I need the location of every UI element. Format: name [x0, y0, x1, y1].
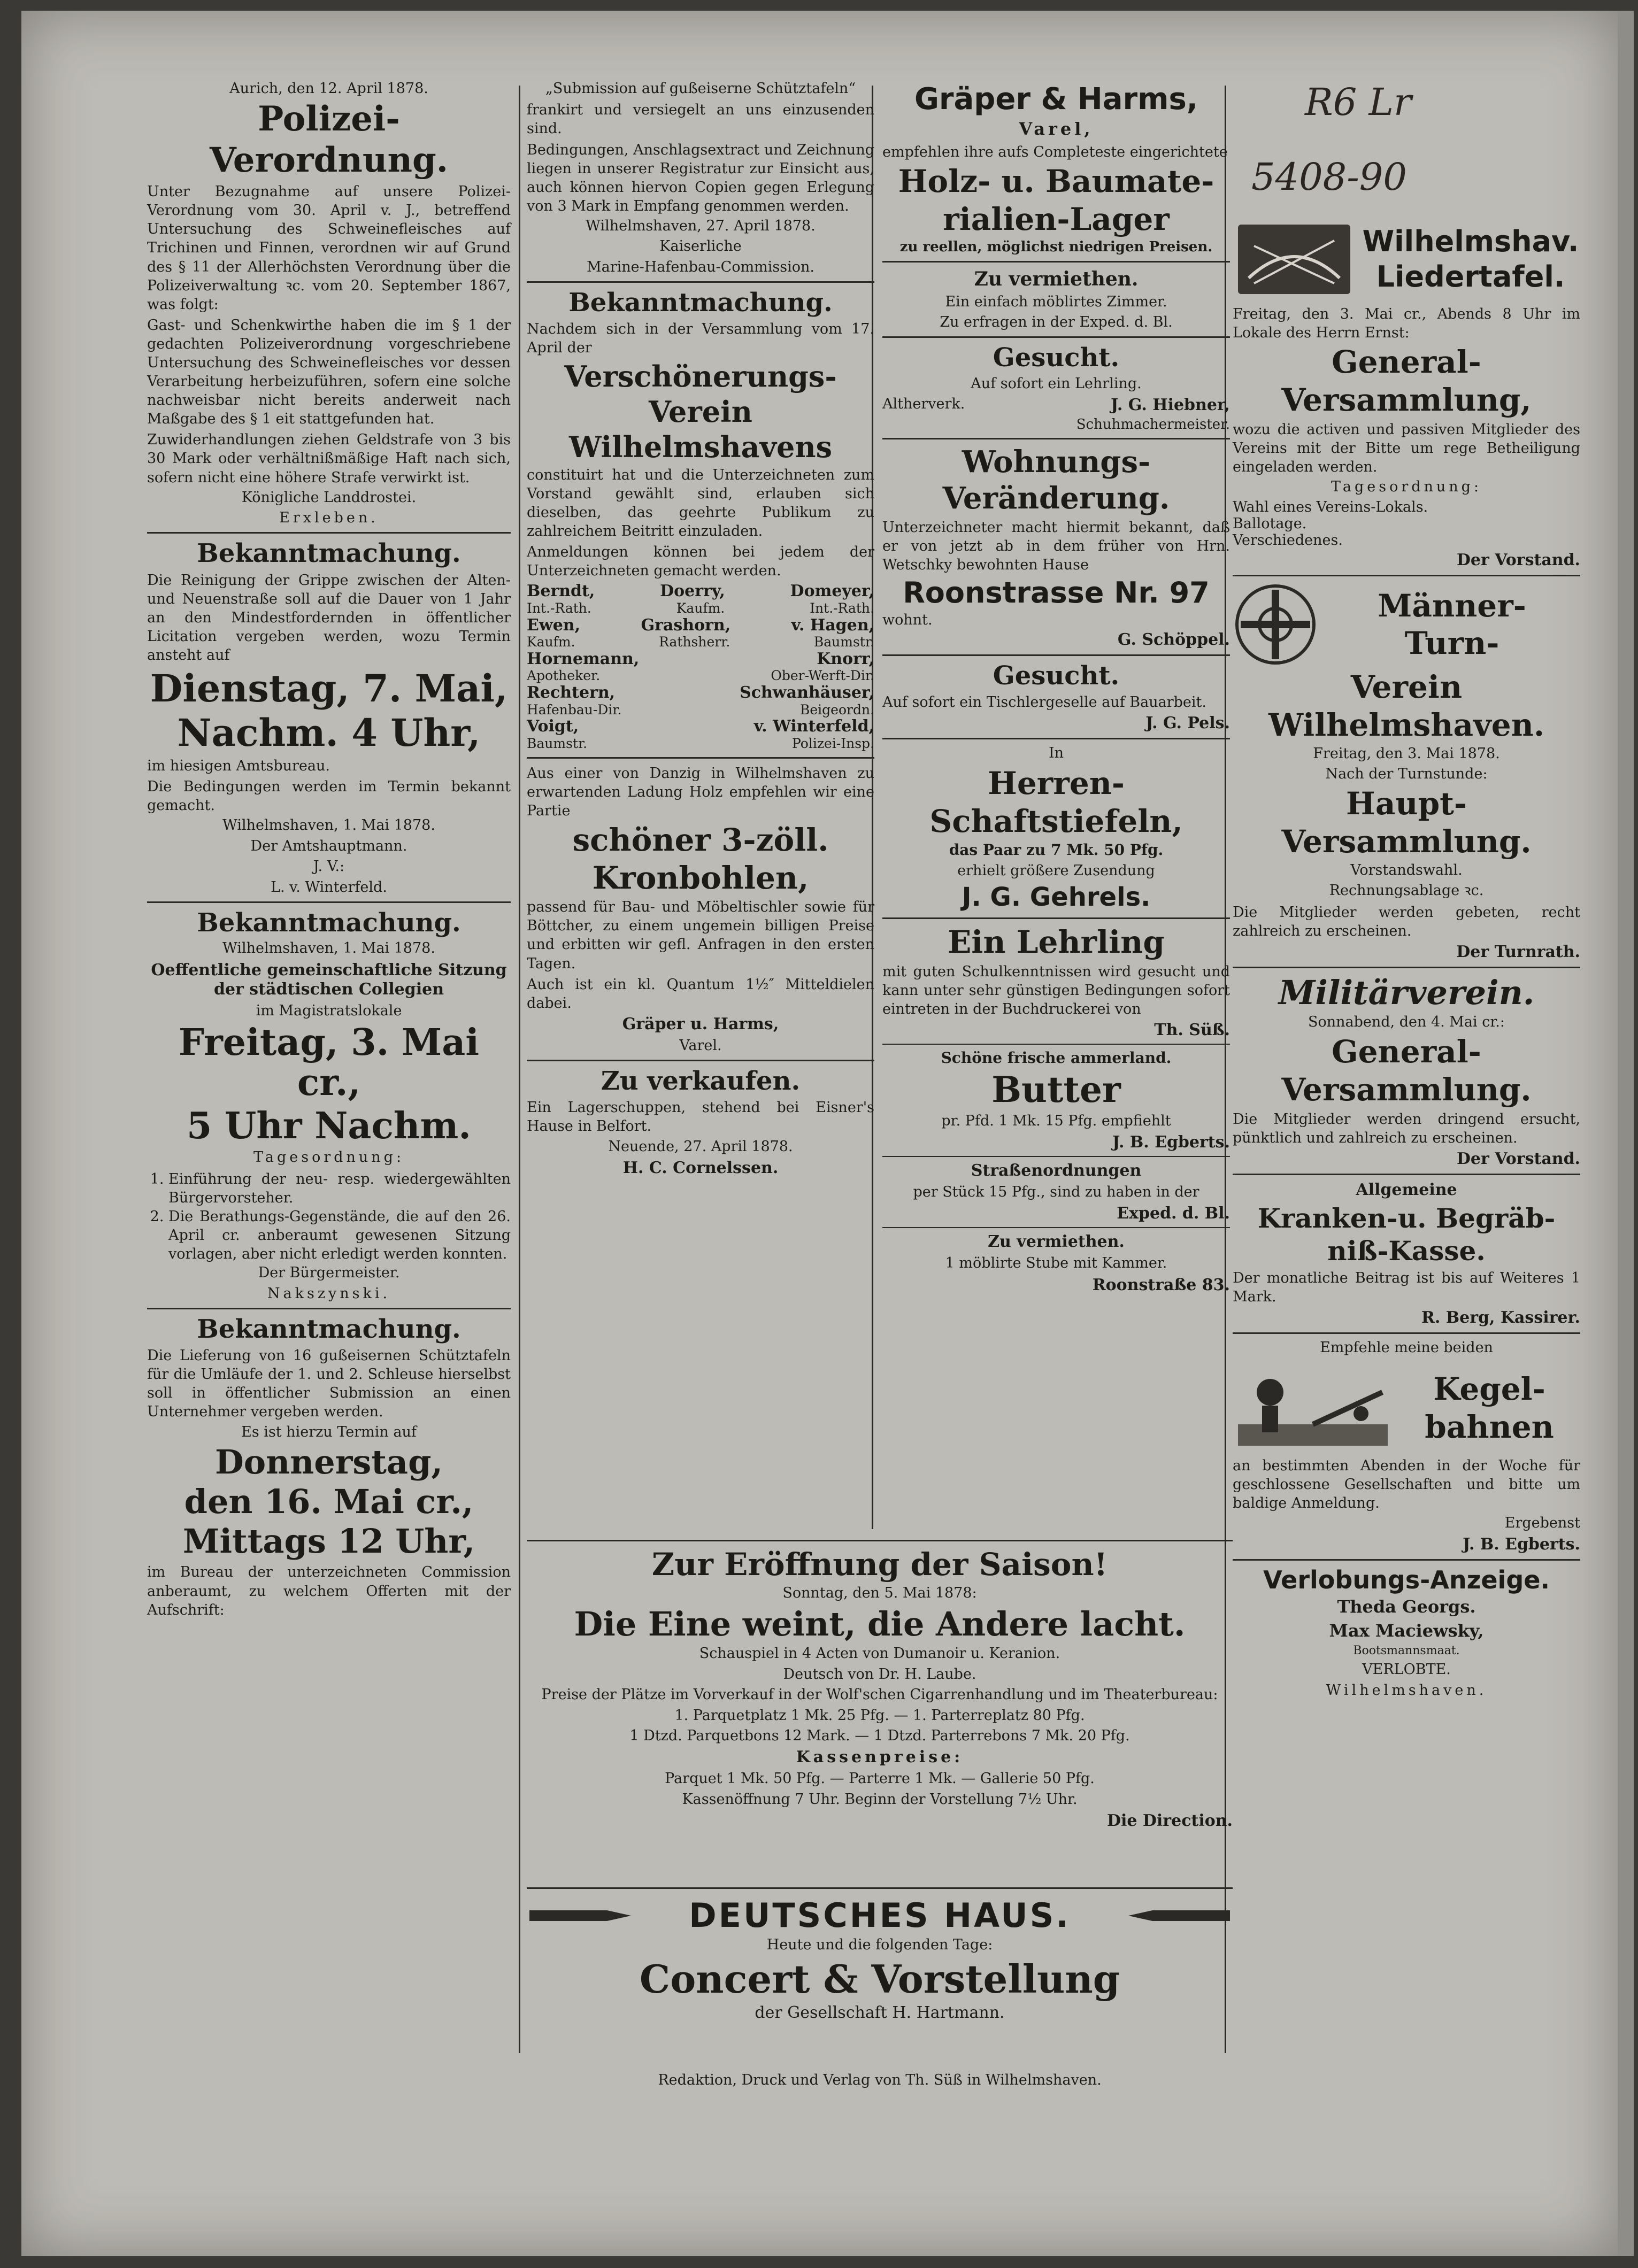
body-text: Die Bedingungen werden im Termin bekannt gemacht.: [147, 778, 511, 814]
bowling-illustration-icon: [1233, 1360, 1393, 1456]
body-text: erhielt größere Zusendung: [957, 862, 1155, 879]
agenda-item: Wahl eines Vereins-Lokals.: [1233, 499, 1428, 516]
body-text: Auch ist ein kl. Quantum 1½″ Mitteldielen dabei.: [527, 976, 874, 1012]
dateline: Wilhelmshaven, 27. April 1878.: [586, 217, 816, 234]
submission-notice: [527, 80, 874, 276]
column-rule: [519, 86, 520, 2053]
signer: Der Vorstand.: [1456, 551, 1580, 570]
body-text: Unter Bezugnahme auf unsere Polizei-Verordnung vom 30. April v. J., betreffend Untersuchung des Schweinefleisches auf Trichinen und Finnen, verordnen wir auf Grund des § 11 der Allerhöchsten Verordnung über die Polizeiverwaltung ꝛc. vom 20. September 1867, was folgt:: [147, 183, 511, 313]
authority: Königliche Landdrostei.: [241, 489, 417, 506]
body-text: Die Lieferung von 16 gußeisernen Schütztafeln für die Umläufe der 1. und 2. Schleuse hierselbst soll in öffentlicher Submission an einen Unternehmer vergeben werden.: [147, 1347, 511, 1421]
name: v. Winterfeld,: [753, 717, 874, 736]
club-name: Wilhelmshaven.: [1268, 706, 1545, 743]
heading: Holz- u. Baumate-: [898, 163, 1214, 199]
body-text: im hiesigen Amtsbureau.: [147, 758, 330, 775]
heading: DEUTSCHES HAUS.: [689, 1896, 1071, 1935]
title: Polizei-Insp.: [791, 735, 874, 751]
company-name: Gräper & Harms,: [914, 82, 1198, 117]
verein-name: Verein: [649, 394, 752, 429]
name: Voigt,: [527, 717, 579, 736]
price: pr. Pfd. 1 Mk. 15 Pfg. empfiehlt: [941, 1112, 1171, 1129]
body-text: Anmeldungen können bei jedem der Unterzeichneten gemacht werden.: [527, 544, 874, 580]
heading: Concert & Vorstellung: [639, 1956, 1120, 2002]
title: Rathsherr.: [659, 634, 730, 650]
heading: bahnen: [1425, 1408, 1554, 1445]
date-heading: Dienstag, 7. Mai,: [150, 666, 508, 711]
club-name: Männer-: [1378, 587, 1526, 624]
signer: Gräper u. Harms,: [622, 1014, 779, 1033]
body-text: an bestimmten Abenden in der Woche für geschlossene Gesellschaften und bitte um baldige Anmeldung.: [1233, 1457, 1580, 1511]
signatories: [527, 582, 874, 751]
body-text: Zuwiderhandlungen ziehen Geldstrafe von 3 bis 30 Mark oder verhältnißmäßige Haft nach sich, sofern nicht eine höhere Strafe verwirkt ist.: [147, 431, 511, 486]
gesucht-ad: [882, 343, 1230, 433]
title: Kaufm.: [527, 634, 575, 650]
name: Knorr,: [817, 649, 874, 668]
body-text: Auf sofort ein Lehrling.: [971, 375, 1142, 392]
price-line: 1 Dtzd. Parquetbons 12 Mark. — 1 Dtzd. Parterrebons 7 Mk. 20 Pfg.: [629, 1727, 1130, 1744]
heading: Ein Lehrling: [948, 924, 1165, 961]
liedertafel-ad: [1233, 214, 1580, 569]
club-name: Turn-: [1404, 625, 1499, 662]
genre: Schauspiel in 4 Acten von Dumanoir u. Keranion.: [699, 1645, 1060, 1662]
lehrling-ad: [882, 924, 1230, 1039]
strassen-ad: [882, 1161, 1230, 1223]
verlobung-ad: [1233, 1566, 1580, 1699]
play-title: Die Eine weint, die Andere lacht.: [574, 1604, 1186, 1644]
divider: [882, 1156, 1230, 1157]
signer: G. Schöppel.: [1117, 630, 1230, 650]
body-text: 1 möblirte Stube mit Kammer.: [945, 1255, 1167, 1272]
militaerverein-ad: [1233, 974, 1580, 1168]
butter-ad: [882, 1049, 1230, 1152]
verein-name: Verschönerungs-: [564, 359, 837, 394]
subline: zu reellen, möglichst niedrigen Preisen.: [899, 239, 1213, 256]
signer: J. G. Pels.: [1145, 714, 1230, 733]
after: Nach der Turnstunde:: [1325, 766, 1488, 782]
heading: Gesucht.: [993, 661, 1120, 691]
schuetz-notice: [147, 1315, 511, 1619]
body-text: Die Mitglieder werden dringend ersucht, pünktlich und zahlreich zu erscheinen.: [1233, 1110, 1580, 1146]
body-text: Die Mitglieder werden gebeten, recht zahlreich zu erscheinen.: [1233, 904, 1580, 939]
role: Bootsmannsmaat.: [1353, 1644, 1460, 1657]
divider: [882, 438, 1230, 439]
heading: Schaftstiefeln,: [929, 803, 1183, 839]
verein-name: Wilhelmshavens: [568, 429, 833, 464]
handwritten-note: R6 Lr: [1305, 80, 1412, 124]
wohnung-ad: [882, 445, 1230, 649]
body-text: Auf sofort ein Tischlergeselle auf Bauarbeit.: [882, 694, 1206, 711]
divider: [1233, 1559, 1580, 1561]
heading: Militärverein.: [1278, 973, 1535, 1012]
signer: J. B. Egberts.: [1112, 1132, 1230, 1152]
column-1: [147, 80, 511, 1622]
footer: Redaktion, Druck und Verlag von Th. Süß in Wilhelmshaven.: [658, 2072, 1102, 2088]
heading: Straßenordnungen: [971, 1161, 1142, 1180]
heading: Kronbohlen,: [592, 859, 809, 896]
body-text: Nachdem sich in der Versammlung vom 17. April der: [527, 321, 874, 357]
heading: Bekanntmachung.: [197, 907, 461, 938]
heading: General-: [1332, 1033, 1481, 1070]
office: Der Bürgermeister.: [258, 1264, 400, 1282]
heading: Haupt-: [1346, 785, 1467, 822]
divider: [882, 917, 1230, 919]
name: Hornemann,: [527, 649, 640, 668]
title: Hafenbau-Dir.: [527, 701, 622, 718]
heading: Verordnung.: [210, 140, 448, 180]
author: Deutsch von Dr. H. Laube.: [783, 1665, 976, 1683]
address: Roonstraße 83.: [1092, 1275, 1230, 1294]
date-heading: den 16. Mai cr.,: [184, 1482, 474, 1522]
office: Der Amtshauptmann.: [250, 837, 407, 854]
heading: Zu verkaufen.: [601, 1066, 801, 1097]
turner-cross-icon: [1233, 582, 1318, 667]
holz-ad: [527, 764, 874, 1055]
divider: [1233, 967, 1580, 968]
polizei-notice: [147, 80, 511, 527]
heading: Butter: [991, 1068, 1121, 1110]
signer: L. v. Winterfeld.: [271, 878, 387, 896]
heading: Zu vermiethen.: [974, 268, 1139, 291]
signer: H. C. Cornelssen.: [622, 1158, 779, 1177]
price-line: 1. Parquetplatz 1 Mk. 25 Pfg. — 1. Parterreplatz 80 Pfg.: [674, 1707, 1085, 1724]
vermiethen2-ad: [882, 1232, 1230, 1294]
column-3: [882, 80, 1230, 1297]
divider: [882, 654, 1230, 656]
place: Exped. d. Bl.: [1117, 1204, 1230, 1223]
quote: „Submission auf gußeiserne Schütztafeln“: [545, 80, 856, 97]
ergebenst: Ergebenst: [1504, 1514, 1580, 1531]
divider: [527, 281, 874, 283]
heading: Veränderung.: [942, 481, 1170, 516]
name: Theda Georgs.: [1337, 1596, 1476, 1617]
agenda-heading: Tagesordnung:: [1331, 478, 1482, 495]
title: Ober-Werft-Dir.: [771, 668, 874, 684]
in-label: In: [1048, 745, 1064, 762]
date: Freitag, den 3. Mai 1878.: [1313, 745, 1500, 762]
deutsches-haus-ad: [527, 1882, 1233, 2026]
vermiethen-ad: [882, 268, 1230, 331]
agenda-item: 1. Einführung der neu- resp. wiedergewählten Bürgervorsteher.: [168, 1170, 511, 1207]
dateline: Wilhelmshaven, 1. Mai 1878.: [222, 940, 435, 957]
club-name: Wilhelmshav.: [1362, 224, 1579, 258]
heading: Gesucht.: [993, 343, 1120, 373]
handwritten-number: 5408-90: [1251, 155, 1407, 199]
name: Berndt,: [527, 582, 595, 601]
krankenkasse-ad: [1233, 1181, 1580, 1327]
intro: Empfehle meine beiden: [1320, 1339, 1493, 1356]
divider: [527, 1540, 1233, 1541]
agenda-item: Ballotage.: [1233, 515, 1307, 533]
heading: Verlobungs-Anzeige.: [1263, 1565, 1550, 1595]
name: Doerry,: [660, 582, 725, 601]
name: v. Hagen,: [791, 615, 874, 635]
vorverkauf: Preise der Plätze im Vorverkauf in der Wolf'schen Cigarrenhandlung und im Theaterbureau:: [541, 1686, 1218, 1703]
date-heading: Donnerstag,: [214, 1442, 443, 1482]
gesucht2-ad: [882, 661, 1230, 732]
date: Sonntag, den 5. Mai 1878:: [782, 1584, 977, 1601]
club-name: Verein: [1350, 669, 1463, 706]
by: der Gesellschaft H. Hartmann.: [755, 2003, 1005, 2023]
body-text: frankirt und versiegelt an uns einzusenden sind.: [527, 102, 874, 137]
body-text: Freitag, den 3. Mai cr., Abends 8 Uhr im Lokale des Herrn Ernst:: [1233, 306, 1580, 342]
price-line: Kassenöffnung 7 Uhr. Beginn der Vorstellung 7½ Uhr.: [682, 1791, 1078, 1808]
name: Domeyer,: [790, 582, 874, 601]
signer: Die Direction.: [1106, 1811, 1233, 1831]
body-text: Ein Lagerschuppen, stehend bei Eisner's Hause in Belfort.: [527, 1099, 874, 1135]
heading: Herren-: [988, 765, 1125, 801]
pre: Allgemeine: [1356, 1180, 1457, 1199]
body-text: per Stück 15 Pfg., sind zu haben in der: [913, 1183, 1199, 1200]
signer: J. G. Gehrels.: [962, 882, 1151, 913]
verein-notice: [527, 288, 874, 751]
verlobte: VERLOBTE.: [1362, 1661, 1451, 1678]
heading: rialien-Lager: [943, 200, 1170, 237]
title: Baumstr.: [527, 735, 588, 751]
agenda-list: [147, 1170, 511, 1263]
body-text: mit guten Schulkenntnissen wird gesucht und kann unter sehr günstigen Bedingungen sofort eintreten in der Buchdruckerei von: [882, 963, 1230, 1018]
body-text: Der monatliche Beitrag ist bis auf Weiteres 1 Mark.: [1233, 1269, 1580, 1306]
column-4: [1233, 214, 1580, 1702]
liedertafel-logo-icon: [1233, 214, 1356, 305]
turnverein-ad: [1233, 582, 1580, 961]
heading: General-: [1332, 344, 1481, 381]
heading: Bekanntmachung.: [568, 288, 833, 318]
sub: Heute und die folgenden Tage:: [766, 1937, 993, 1954]
heading: Bekanntmachung.: [197, 1314, 461, 1344]
body-text: passend für Bau- und Möbeltischler sowie für Böttcher, zu einem ungemein billigen Preise und erbitten wir gefl. Anfragen in den ersten Tagen.: [527, 899, 874, 972]
heading: Bekanntmachung.: [197, 538, 461, 569]
heading: Versammlung,: [1281, 381, 1532, 418]
divider: [527, 1887, 1233, 1889]
heading: Zu vermiethen.: [988, 1232, 1125, 1252]
place: Wilhelmshaven.: [1326, 1681, 1487, 1699]
body-text: Unterzeichneter macht hiermit bekannt, daß er von jetzt ab in dem früher von Hrn. Wetschky bewohnten Hause: [882, 519, 1230, 573]
body-text: Gast- und Schenkwirthe haben die im § 1 der gedachten Polizeiverordnung vorgeschriebene Untersuchung des Schweinefleisches vor dessen Verarbeitung herbeizuführen, sofern eine solche nachweisbar nicht bereits anderweit nach Maßgabe des § 1 eit stattgefunden hat.: [147, 317, 511, 428]
dateline: Aurich, den 12. April 1878.: [229, 80, 428, 97]
price: das Paar zu 7 Mk. 50 Pfg.: [949, 841, 1164, 859]
body-text: wohnt.: [882, 612, 933, 629]
title: Kaufm.: [676, 600, 725, 616]
heading: Versammlung.: [1281, 823, 1532, 860]
body-text: constituirt hat und die Unterzeichneten zum Vorstand gewählt sind, erlauben sich dieselben, das geehrte Publikum zu zahlreichem Beitritt einzuladen.: [527, 466, 874, 540]
heading: Zur Eröffnung der Saison!: [651, 1546, 1108, 1583]
pointing-hand-left-icon: [1126, 1900, 1233, 1932]
body-text: Die Reinigung der Grippe zwischen der Alten- und Neuenstraße soll auf die Dauer von 1 Jahr an den Mindestfordernden in öffentlicher Licitation vergeben werden, wozu Termin ansteht auf: [147, 572, 511, 664]
title: Beigeordn.: [799, 701, 874, 718]
title: Int.-Rath.: [527, 600, 591, 616]
dateline: Neuende, 27. April 1878.: [608, 1138, 793, 1155]
date-heading: Mittags 12 Uhr,: [182, 1522, 475, 1561]
divider: [527, 757, 874, 759]
town: Varel,: [1019, 119, 1094, 140]
signer: J. B. Egberts.: [1463, 1535, 1580, 1554]
termin: Es ist hierzu Termin auf: [241, 1423, 417, 1440]
dateline: Wilhelmshaven, 1. Mai 1878.: [222, 817, 435, 834]
heading: schöner 3-zöll.: [572, 821, 829, 858]
divider: [882, 1227, 1230, 1228]
body-text: Zu erfragen in der Exped. d. Bl.: [940, 314, 1173, 331]
graeper-ad: [882, 82, 1230, 256]
divider: [882, 261, 1230, 263]
place: im Magistratslokale: [256, 1002, 402, 1019]
date-heading: 5 Uhr Nachm.: [187, 1104, 471, 1147]
signer: Nakszynski.: [267, 1285, 391, 1302]
signer: Der Vorstand.: [1456, 1149, 1580, 1168]
divider: [147, 901, 511, 903]
address: Roonstrasse Nr. 97: [903, 576, 1210, 610]
signer: J. G. Hiebner,: [1111, 395, 1230, 414]
heading: Versammlung.: [1281, 1071, 1532, 1108]
kasse: Kassenpreise:: [796, 1748, 964, 1767]
name: Ewen,: [527, 615, 581, 635]
body-text: wozu die activen und passiven Mitglieder des Vereins mit der Bitte um rege Betheiligung eingeladen werden.: [1233, 421, 1580, 475]
date: Sonnabend, den 4. Mai cr.:: [1308, 1014, 1505, 1031]
name: Schwanhäuser,: [740, 683, 874, 703]
agenda-item: Rechnungsablage ꝛc.: [1329, 882, 1484, 899]
heading: Wohnungs-: [962, 444, 1151, 480]
org: Marine-Hafenbau-Commission.: [586, 258, 814, 275]
sitzung-notice: [147, 908, 511, 1302]
title: Baumstr.: [813, 634, 874, 650]
heading: Polizei-: [258, 99, 400, 140]
column-2: [527, 80, 874, 1181]
divider: [882, 1044, 1230, 1045]
divider: [527, 1060, 874, 1061]
signer: R. Berg, Kassirer.: [1421, 1308, 1580, 1328]
heading: Kegel-: [1433, 1370, 1545, 1407]
saison-ad: [527, 1534, 1233, 1832]
subheading: Oeffentliche gemeinschaftliche Sitzung der städtischen Collegien: [151, 960, 507, 999]
name: Max Maciewsky,: [1329, 1620, 1484, 1641]
body-text: Aus einer von Danzig in Wilhelmshaven zu erwartenden Ladung Holz empfehlen wir eine Partie: [527, 765, 874, 819]
divider: [1233, 1174, 1580, 1175]
divider: [1233, 575, 1580, 576]
org: Kaiserliche: [659, 238, 742, 255]
signer: Der Turnrath.: [1456, 942, 1580, 961]
body-text: Bedingungen, Anschlagsextract und Zeichnung liegen in unserer Registratur zur Einsicht aus, auch können hiervon Copien gegen Erlegung von 3 Mark in Empfang genommen werden.: [527, 141, 874, 214]
name: Grashorn,: [641, 615, 731, 635]
iv: J. V.:: [313, 858, 345, 875]
divider: [147, 532, 511, 534]
place: Altherverk.: [882, 395, 965, 412]
date-heading: Nachm. 4 Uhr,: [177, 711, 481, 755]
agenda-item: Verschiedenes.: [1233, 532, 1343, 549]
body-text: empfehlen ihre aufs Completeste eingerichtete: [882, 143, 1228, 160]
grippe-notice: [147, 539, 511, 896]
kegelbahn-ad: [1233, 1339, 1580, 1554]
role: Schuhmachermeister.: [1076, 416, 1230, 433]
pointing-hand-right-icon: [527, 1900, 634, 1932]
name: Rechtern,: [527, 683, 616, 703]
place: Varel.: [679, 1037, 722, 1054]
body-text: Ein einfach möblirtes Zimmer.: [945, 293, 1167, 310]
agenda-heading: Tagesordnung:: [253, 1149, 405, 1166]
price-line: Parquet 1 Mk. 50 Pfg. — Parterre 1 Mk. — Gallerie 50 Pfg.: [665, 1770, 1095, 1787]
heading: Kranken-u. Begräb-: [1257, 1202, 1556, 1234]
body-text: im Bureau der unterzeichneten Commission anberaumt, zu welchem Offerten mit der Aufschrift:: [147, 1564, 511, 1618]
verkaufen-ad: [527, 1067, 874, 1178]
signer: Erxleben.: [279, 510, 379, 527]
signer: Th. Süß.: [1154, 1021, 1230, 1040]
divider: [1233, 1332, 1580, 1334]
page-edge: [1618, 11, 1634, 2256]
divider: [882, 738, 1230, 739]
agenda-item: 2. Die Berathungs-Gegenstände, die auf den 26. April cr. anberaumt gewesenen Sitzung vorlagen, aber nicht erledigt werden konnten.: [168, 1207, 511, 1263]
heading: niß-Kasse.: [1327, 1235, 1486, 1267]
stiefel-ad: [882, 745, 1230, 912]
title: Apotheker.: [527, 668, 601, 684]
agenda-item: Vorstandswahl.: [1350, 861, 1463, 878]
date-heading: Freitag, 3. Mai cr.,: [178, 1021, 480, 1104]
title: Int.-Rath.: [810, 600, 874, 616]
divider: [147, 1308, 511, 1309]
club-name: Liedertafel.: [1376, 260, 1565, 294]
intro: Schöne frische ammerland.: [941, 1049, 1172, 1067]
divider: [882, 336, 1230, 338]
